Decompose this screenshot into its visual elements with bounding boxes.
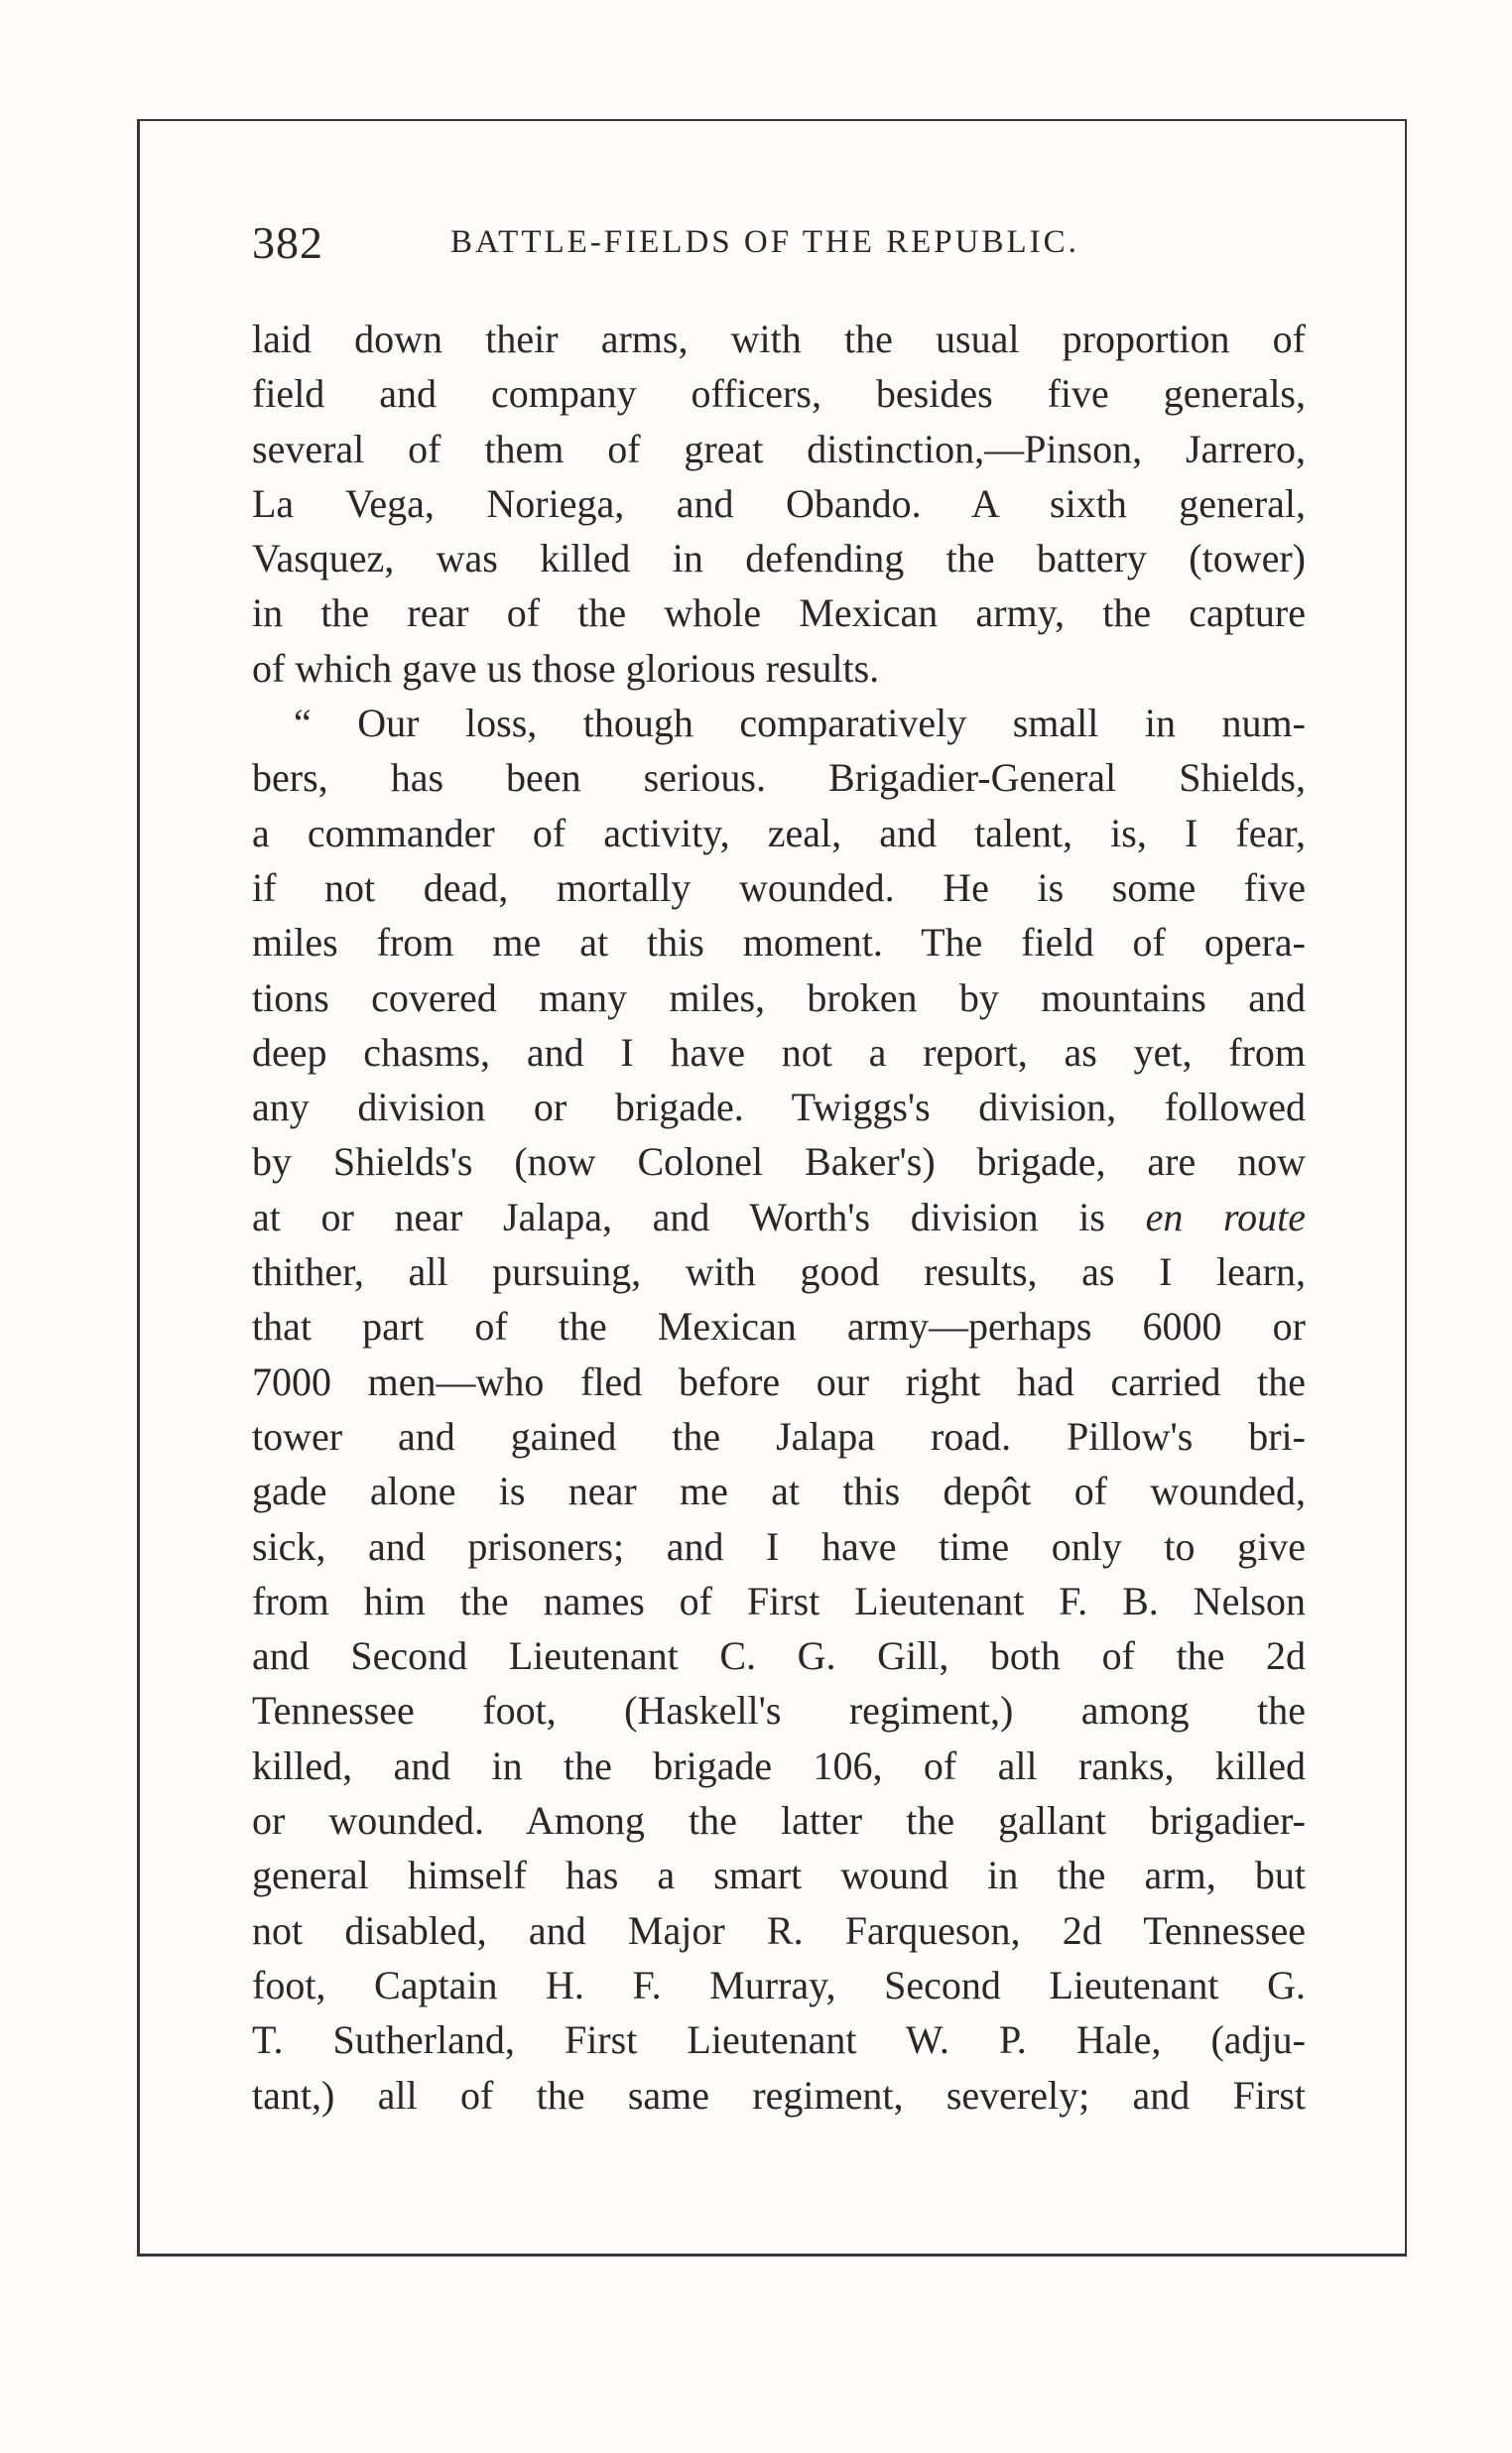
- text-line: thither, all pursuing, with good results, as I learn,: [252, 1249, 1306, 1295]
- text-line: of which gave us those glorious results.: [252, 645, 880, 691]
- text-line: deep chasms, and I have not a report, as yet, from: [252, 1029, 1306, 1075]
- text-line: Vasquez, was killed in defending the battery (tower): [252, 536, 1306, 581]
- text-line: foot, Captain H. F. Murray, Second Lieutenant G.: [252, 1962, 1306, 2007]
- text-line: and Second Lieutenant C. G. Gill, both of the 2d: [252, 1633, 1306, 1679]
- text-line: by Shields's (now Colonel Baker's) brigade, are now: [252, 1139, 1306, 1185]
- text-line: laid down their arms, with the usual proportion of: [252, 317, 1306, 361]
- text-line: killed, and in the brigade 106, of all ranks, killed: [252, 1743, 1306, 1788]
- text-line: that part of the Mexican army—perhaps 6000 or: [252, 1304, 1306, 1350]
- running-head: BATTLE-FIELDS OF THE REPUBLIC.: [450, 224, 1079, 260]
- text-line: sick, and prisoners; and I have time only to give: [252, 1523, 1306, 1569]
- text-line: if not dead, mortally wounded. He is some five: [252, 864, 1306, 910]
- page-header: [252, 216, 1294, 276]
- text-line: La Vega, Noriega, and Obando. A sixth general,: [252, 480, 1306, 526]
- text-line-with-italic: [252, 1190, 1306, 1244]
- text-segment: at or near Jalapa, and Worth's division is: [252, 1194, 1146, 1239]
- text-line: in the rear of the whole Mexican army, the capture: [252, 590, 1306, 636]
- text-line: tant,) all of the same regiment, severely; and First: [252, 2072, 1306, 2118]
- page-number: 382: [252, 217, 323, 268]
- text-line: or wounded. Among the latter the gallant brigadier-: [252, 1798, 1306, 1844]
- text-line: “ Our loss, though comparatively small in num-: [294, 701, 1306, 746]
- text-line: field and company officers, besides five generals,: [252, 371, 1306, 417]
- text-line: general himself has a smart wound in the arm, but: [252, 1853, 1306, 1898]
- italic-phrase: en route: [1145, 1194, 1306, 1239]
- text-line: 7000 men—who fled before our right had carried the: [252, 1358, 1306, 1404]
- text-line: bers, has been serious. Brigadier-General Shields,: [252, 755, 1306, 801]
- text-line: T. Sutherland, First Lieutenant W. P. Hale, (adju-: [252, 2017, 1306, 2063]
- text-line: any division or brigade. Twiggs's division, followed: [252, 1085, 1306, 1130]
- body-text: [252, 312, 1306, 2123]
- text-line: tower and gained the Jalapa road. Pillow's bri-: [252, 1413, 1306, 1459]
- text-line: not disabled, and Major R. Farqueson, 2d Tennessee: [252, 1907, 1306, 1953]
- text-line: gade alone is near me at this depôt of wounded,: [252, 1469, 1306, 1514]
- text-line: a commander of activity, zeal, and talent, is, I fear,: [252, 810, 1306, 855]
- text-line: tions covered many miles, broken by mountains and: [252, 974, 1306, 1020]
- text-line: miles from me at this moment. The field of opera-: [252, 920, 1306, 966]
- text-line: from him the names of First Lieutenant F. B. Nelson: [252, 1578, 1306, 1623]
- text-line: several of them of great distinction,—Pinson, Jarrero,: [252, 426, 1306, 471]
- text-line: Tennessee foot, (Haskell's regiment,) among the: [252, 1688, 1306, 1734]
